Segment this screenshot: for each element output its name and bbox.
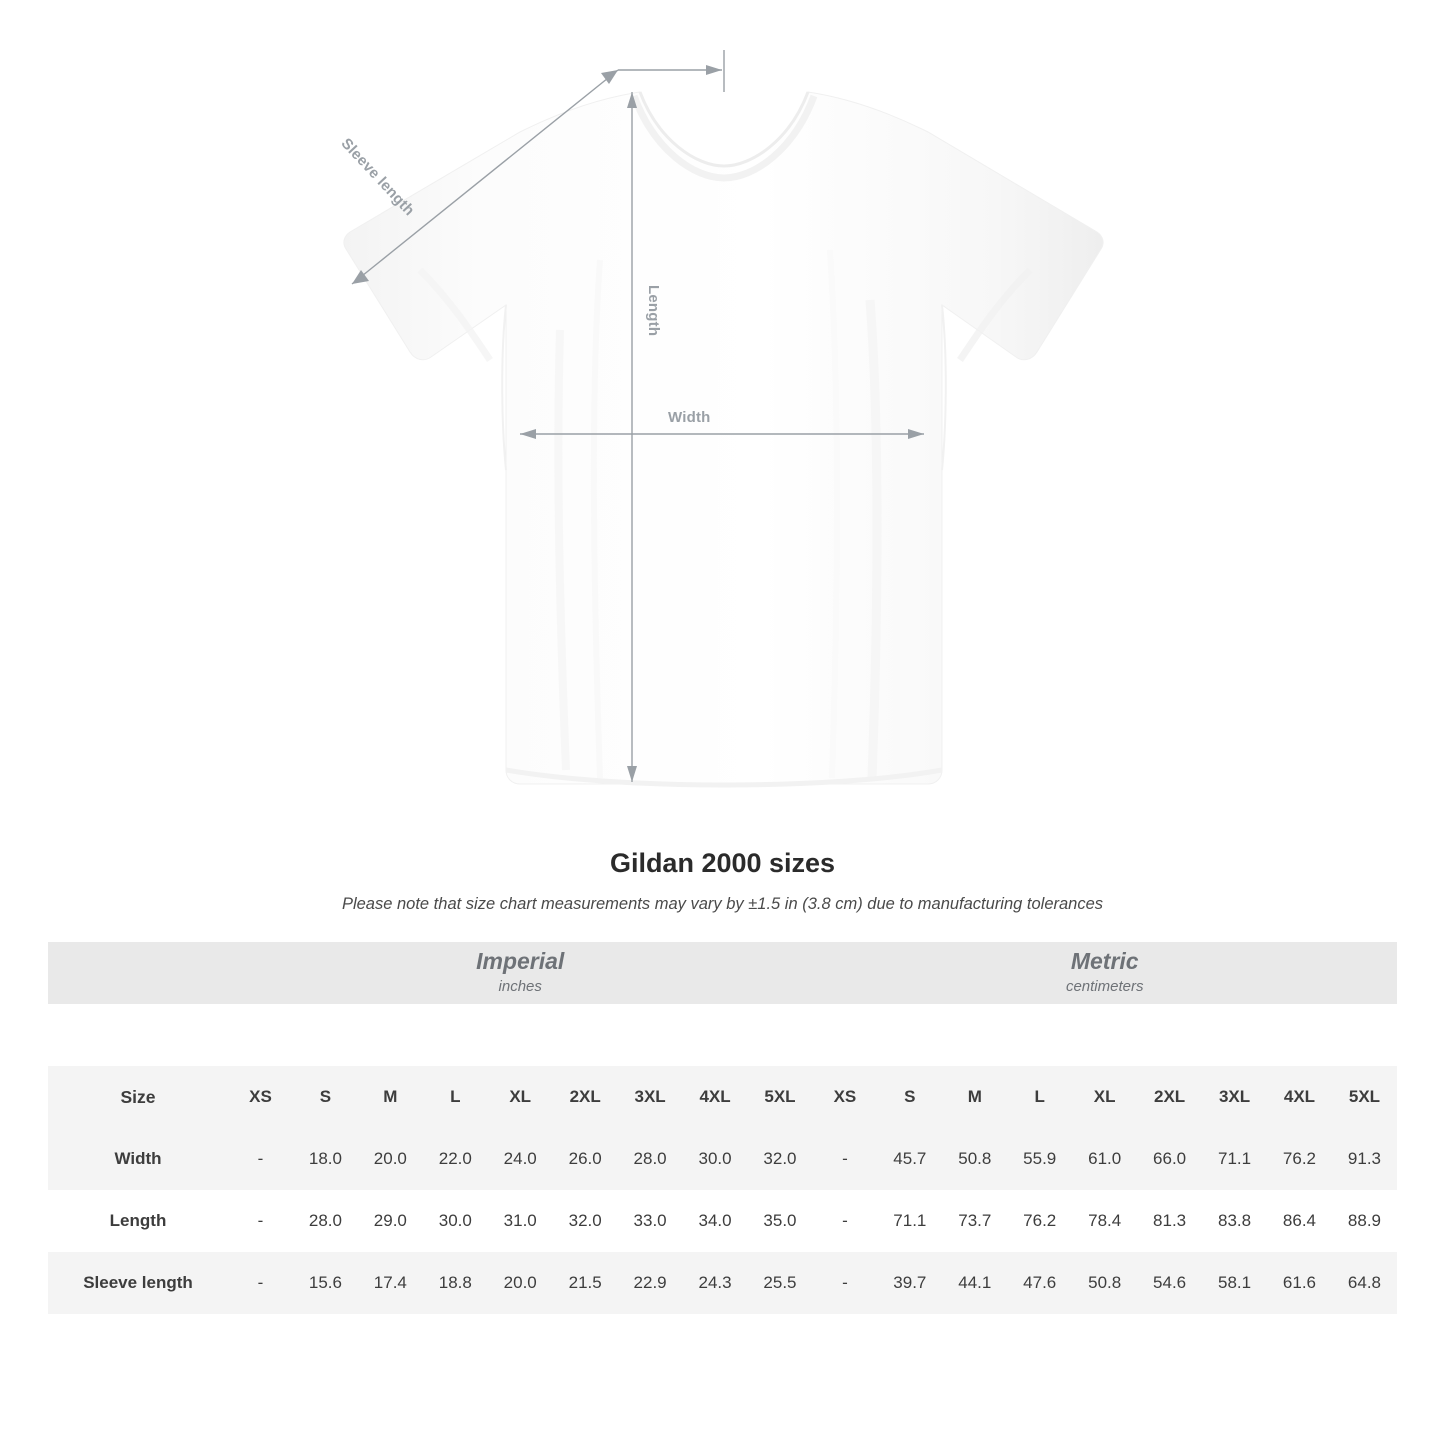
header-metric-3xl: 3XL — [1202, 1066, 1267, 1128]
length-metric-m: 73.7 — [942, 1190, 1007, 1252]
sleeve-metric-xl: 50.8 — [1072, 1252, 1137, 1314]
width-metric-xs: - — [812, 1128, 877, 1190]
sleeve-metric-s: 39.7 — [877, 1252, 942, 1314]
width-imperial-2xl: 26.0 — [553, 1128, 618, 1190]
header-size: Size — [48, 1066, 228, 1128]
width-imperial-xs: - — [228, 1128, 293, 1190]
sleeve-imperial-m: 17.4 — [358, 1252, 423, 1314]
header-imperial-3xl: 3XL — [618, 1066, 683, 1128]
unit-group-imperial-unit: inches — [498, 978, 542, 996]
header-imperial-s: S — [293, 1066, 358, 1128]
table-row — [48, 1252, 1397, 1314]
length-imperial-4xl: 34.0 — [683, 1190, 748, 1252]
header-imperial-5xl: 5XL — [748, 1066, 813, 1128]
length-metric-5xl: 88.9 — [1332, 1190, 1397, 1252]
width-metric-s: 45.7 — [877, 1128, 942, 1190]
header-metric-xl: XL — [1072, 1066, 1137, 1128]
length-imperial-xl: 31.0 — [488, 1190, 553, 1252]
sleeve-imperial-s: 15.6 — [293, 1252, 358, 1314]
table-row — [48, 1128, 1397, 1190]
length-label: Length — [645, 285, 662, 337]
unit-group-metric-unit: centimeters — [1065, 978, 1144, 996]
header-metric-2xl: 2XL — [1137, 1066, 1202, 1128]
width-imperial-xl: 24.0 — [488, 1128, 553, 1190]
width-metric-3xl: 71.1 — [1202, 1128, 1267, 1190]
unit-header-spacer — [48, 942, 228, 1004]
width-metric-m: 50.8 — [942, 1128, 1007, 1190]
length-metric-2xl: 81.3 — [1137, 1190, 1202, 1252]
width-imperial-m: 20.0 — [358, 1128, 423, 1190]
length-imperial-3xl: 33.0 — [618, 1190, 683, 1252]
width-imperial-l: 22.0 — [423, 1128, 488, 1190]
unit-header-row — [48, 942, 1397, 1004]
length-metric-xl: 78.4 — [1072, 1190, 1137, 1252]
width-metric-2xl: 66.0 — [1137, 1128, 1202, 1190]
row-label-sleeve-length: Sleeve length — [48, 1252, 228, 1314]
unit-group-metric-name: Metric — [1070, 948, 1139, 975]
length-imperial-2xl: 32.0 — [553, 1190, 618, 1252]
header-imperial-4xl: 4XL — [683, 1066, 748, 1128]
header-metric-xs: XS — [812, 1066, 877, 1128]
header-metric-s: S — [877, 1066, 942, 1128]
length-metric-3xl: 83.8 — [1202, 1190, 1267, 1252]
header-metric-5xl: 5XL — [1332, 1066, 1397, 1128]
width-imperial-3xl: 28.0 — [618, 1128, 683, 1190]
sleeve-imperial-2xl: 21.5 — [553, 1252, 618, 1314]
length-imperial-5xl: 35.0 — [748, 1190, 813, 1252]
page-title: Gildan 2000 sizes — [609, 848, 836, 878]
sleeve-metric-2xl: 54.6 — [1137, 1252, 1202, 1314]
sleeve-imperial-3xl: 22.9 — [618, 1252, 683, 1314]
header-imperial-2xl: 2XL — [553, 1066, 618, 1128]
sleeve-imperial-5xl: 25.5 — [748, 1252, 813, 1314]
size-table-wrapper — [48, 942, 1397, 1314]
row-label-length: Length — [48, 1190, 228, 1252]
width-metric-5xl: 91.3 — [1332, 1128, 1397, 1190]
sleeve-imperial-4xl: 24.3 — [683, 1252, 748, 1314]
width-metric-4xl: 76.2 — [1267, 1128, 1332, 1190]
header-imperial-m: M — [358, 1066, 423, 1128]
length-imperial-m: 29.0 — [358, 1190, 423, 1252]
header-imperial-xl: XL — [488, 1066, 553, 1128]
length-metric-xs: - — [812, 1190, 877, 1252]
sleeve-imperial-xl: 20.0 — [488, 1252, 553, 1314]
length-imperial-xs: - — [228, 1190, 293, 1252]
length-metric-4xl: 86.4 — [1267, 1190, 1332, 1252]
header-metric-4xl: 4XL — [1267, 1066, 1332, 1128]
length-imperial-l: 30.0 — [423, 1190, 488, 1252]
column-header-row — [48, 1066, 1397, 1128]
length-metric-s: 71.1 — [877, 1190, 942, 1252]
width-imperial-5xl: 32.0 — [748, 1128, 813, 1190]
width-metric-xl: 61.0 — [1072, 1128, 1137, 1190]
unit-group-metric — [812, 942, 1397, 1004]
tshirt-shape — [344, 92, 1103, 785]
spacer-cell — [48, 1004, 1397, 1066]
width-metric-l: 55.9 — [1007, 1128, 1072, 1190]
sleeve-metric-5xl: 64.8 — [1332, 1252, 1397, 1314]
tolerance-note: Please note that size chart measurements may vary by ±1.5 in (3.8 cm) due to manufacturing tolerances — [341, 895, 1104, 913]
size-table — [48, 942, 1397, 1314]
header-metric-l: L — [1007, 1066, 1072, 1128]
unit-group-imperial-name: Imperial — [476, 948, 565, 975]
sleeve-imperial-xs: - — [228, 1252, 293, 1314]
width-label: Width — [668, 409, 711, 426]
sleeve-imperial-l: 18.8 — [423, 1252, 488, 1314]
width-imperial-4xl: 30.0 — [683, 1128, 748, 1190]
length-metric-l: 76.2 — [1007, 1190, 1072, 1252]
sleeve-metric-xs: - — [812, 1252, 877, 1314]
sleeve-length-label: Sleeve length — [337, 135, 418, 220]
sleeve-metric-l: 47.6 — [1007, 1252, 1072, 1314]
spacer-row — [48, 1004, 1397, 1066]
header-imperial-l: L — [423, 1066, 488, 1128]
unit-group-imperial — [228, 942, 812, 1004]
header-metric-m: M — [942, 1066, 1007, 1128]
title-block — [0, 848, 1445, 914]
sleeve-metric-3xl: 58.1 — [1202, 1252, 1267, 1314]
table-row — [48, 1190, 1397, 1252]
sleeve-metric-4xl: 61.6 — [1267, 1252, 1332, 1314]
row-label-width: Width — [48, 1128, 228, 1190]
length-imperial-s: 28.0 — [293, 1190, 358, 1252]
sleeve-metric-m: 44.1 — [942, 1252, 1007, 1314]
header-imperial-xs: XS — [228, 1066, 293, 1128]
width-imperial-s: 18.0 — [293, 1128, 358, 1190]
